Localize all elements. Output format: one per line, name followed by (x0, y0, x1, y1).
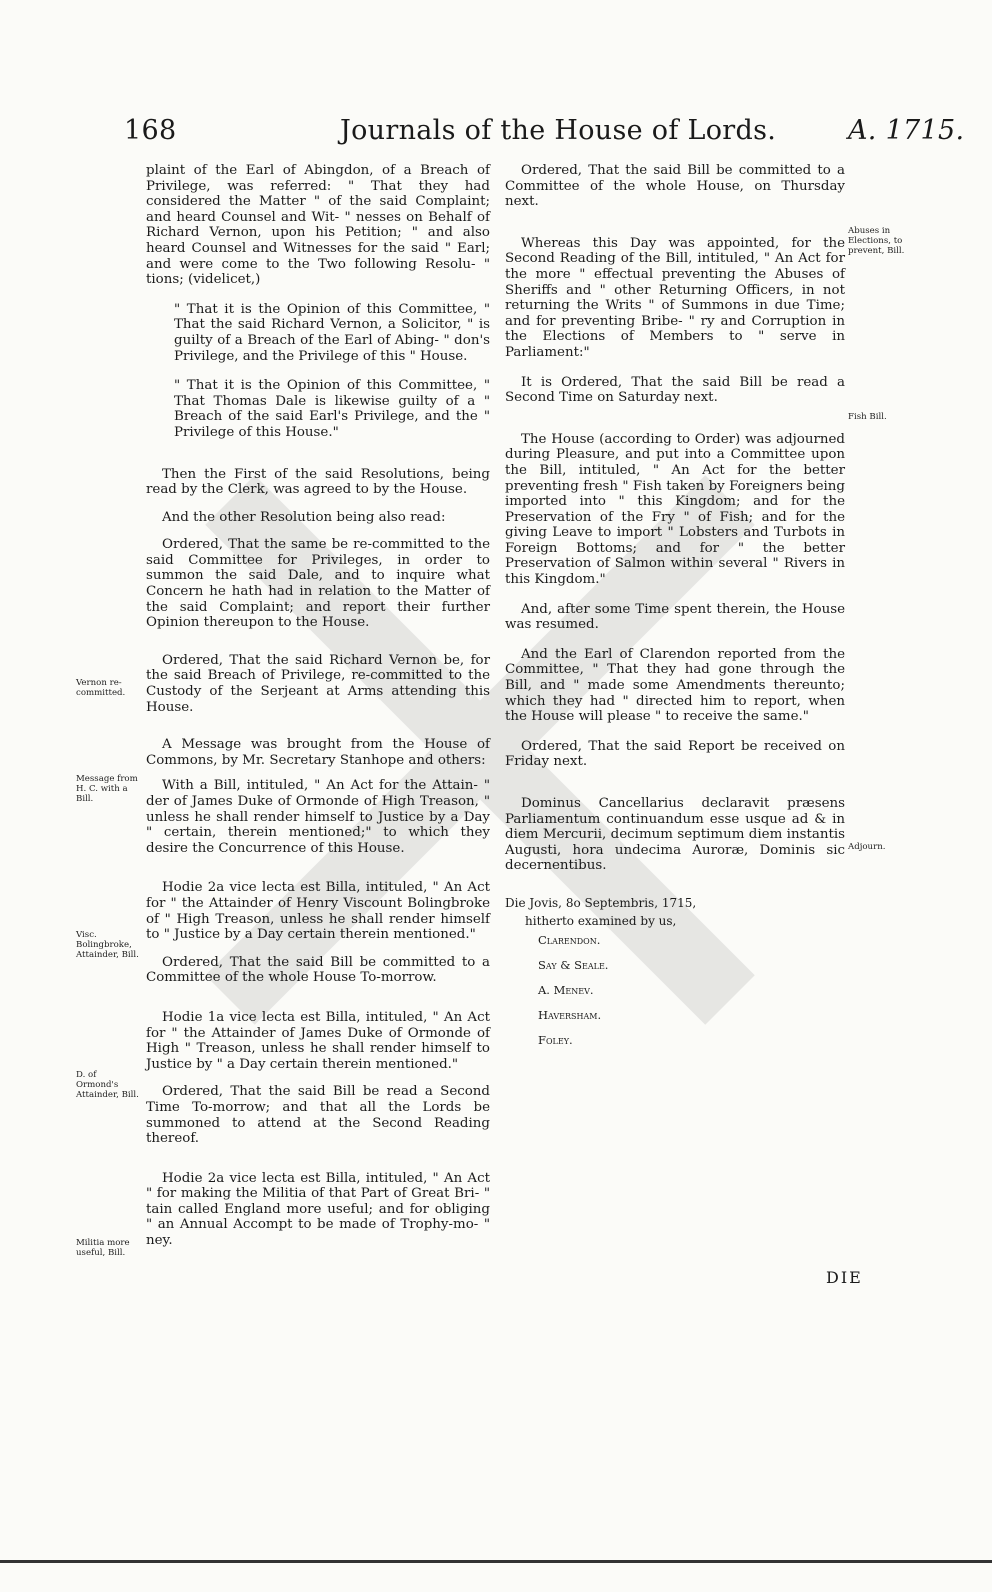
para-militia-reading: Hodie 2a vice lecta est Billa, intituled, " An Act " for making the Militia of that Part of Great Bri- " tain called England more useful; and for obliging " an Annual Accompt to be made of Trophy-mo- " ney. (146, 1170, 490, 1249)
left-column (146, 163, 490, 1249)
order-second-saturday: It is Ordered, That the said Bill be read a Second Time on Saturday next. (505, 374, 845, 406)
resolution-vernon: " That it is the Opinion of this Committee, " That the said Richard Vernon, a Solicitor, " is guilty of a Breach of the Earl of Abing- " don's Privilege, and the Privilege of this " House. (174, 301, 490, 364)
para-abuses-bill: Whereas this Day was appointed, for the Second Reading of the Bill, intituled, " An Act for the more " effectual preventing the Abuses of Sheriffs and " other Returning Officers, in not returning the Writs " of Summons in due Time; and for preventing Bribe- " ry and Corruption in the Elections of Members to " serve in Parliament:" (505, 235, 845, 360)
signature-say-seale: Say & Seale. (538, 958, 609, 972)
margin-note-message: Message from H. C. with a Bill. (76, 774, 138, 804)
para-abingdon-complaint: plaint of the Earl of Abingdon, of a Breach of Privilege, was referred: " That they had considered the Matter " of the said Complaint; and heard Counsel and Wit- " nesses on Behalf of Richard Vernon, upon his Petition; " and also heard Counsel and Witnesses for the said " Earl; and were come to the Two following Resolu- " tions; (videlicet,) (146, 163, 490, 288)
para-adjournment: Dominus Cancellarius declaravit præsens Parliamentum continuandum esse usque ad & in diem Mercurii, decimum septimum diem instantis Augusti, hora undecima Auroræ, Dominis sic decernentibus. (505, 796, 845, 874)
signature-haversham: Haversham. (538, 1008, 602, 1022)
para-first-resolution: Then the First of the said Resolutions, being read by the Clerk, was agreed to by the House. (146, 466, 490, 498)
signature-menev: A. Menev. (538, 983, 594, 997)
para-ormonde-reading: Hodie 1a vice lecta est Billa, intituled, " An Act for " the Attainder of James Duke of Ormonde of High " Treason, unless he shall render himself to Justice by " a Day certain therein mentioned." (146, 1009, 490, 1072)
order-bolingbroke-commit: Ordered, That the said Bill be committed to a Committee of the whole House To-morrow. (146, 954, 490, 986)
order-vernon-custody: Ordered, That the said Richard Vernon be, for the said Breach of Privilege, re-committed to the Custody of the Serjeant at Arms attending this House. (146, 652, 490, 715)
signature-foley: Foley. (538, 1033, 573, 1047)
para-fish-committee: The House (according to Order) was adjourned during Pleasure, and put into a Committee upon the Bill, intituled, " An Act for the better preventing fresh " Fish taken by Foreigners being imported into " this Kingdom; and for the Preservation of the Fry " of Fish; and for the giving Leave to import " Lobsters and Turbots in Foreign Bottoms; and for " the better Preservation of Salmon within several " Rivers in this Kingdom." (505, 431, 845, 588)
order-ormonde-second: Ordered, That the said Bill be read a Second Time To-morrow; and that all the Lords be summoned to attend at the Second Reading thereof. (146, 1084, 490, 1147)
para-message-commons: A Message was brought from the House of Commons, by Mr. Secretary Stanhope and others: (146, 737, 490, 768)
para-house-resumed: And, after some Time spent therein, the House was resumed. (505, 601, 845, 633)
margin-note-ormond: D. of Ormond's Attainder, Bill. (76, 1070, 139, 1100)
para-ormonde-bill: With a Bill, intituled, " An Act for the Attain- " der of James Duke of Ormonde of High Treason, " unless he shall render himself to Justice by a Day " certain, therein mentioned;" to which they desire the Concurrence of this House. (146, 778, 490, 856)
page-title: Journals of the House of Lords. (340, 115, 777, 146)
resolution-dale: " That it is the Opinion of this Committee, " That Thomas Dale is likewise guilty of a " Breach of the said Earl's Privilege, and the " Privilege of this House." (174, 378, 490, 440)
signature-clarendon: Clarendon. (538, 933, 601, 947)
page-number: 168 (124, 115, 177, 146)
page-year: A. 1715. (848, 115, 965, 146)
margin-note-militia: Militia more useful, Bill. (76, 1238, 130, 1258)
margin-note-vernon: Vernon re-committed. (76, 678, 126, 698)
order-recommit: Ordered, That the same be re-committed to the said Committee for Privileges, in order to summon the said Dale, and to inquire what Concern he hath had in relation to the Matter of the said Complaint; and report their further Opinion thereupon to the House. (146, 537, 490, 631)
bottom-rule (0, 1560, 992, 1563)
para-bolingbroke-reading: Hodie 2a vice lecta est Billa, intituled, " An Act for " the Attainder of Henry Viscount Bolingbroke of " High Treason, unless he shall render himself to " Justice by a Day certain therein mentioned." (146, 880, 490, 943)
right-column (505, 163, 845, 929)
order-commit-thursday: Ordered, That the said Bill be committed to a Committee of the whole House, on Thursday next. (505, 163, 845, 210)
catchword: DIE (826, 1268, 863, 1287)
order-report-friday: Ordered, That the said Report be received on Friday next. (505, 738, 845, 770)
margin-note-bolingbroke: Visc. Bolingbroke, Attainder, Bill. (76, 930, 139, 960)
signature-list (538, 928, 608, 1053)
margin-note-fish: Fish Bill. (848, 412, 887, 422)
margin-note-adjourn: Adjourn. (848, 842, 886, 852)
margin-note-abuses: Abuses in Elections, to prevent, Bill. (848, 226, 905, 256)
para-other-resolution: And the other Resolution being also read: (162, 509, 446, 525)
examined-line: hitherto examined by us, (525, 913, 677, 928)
examined-date: Die Jovis, 8o Septembris, 1715, (505, 895, 697, 910)
para-clarendon-report: And the Earl of Clarendon reported from the Committee, " That they had gone through the Bill, and " made some Amendments thereunto; which they had " directed him to report, when the House will please " to receive the same." (505, 646, 845, 725)
